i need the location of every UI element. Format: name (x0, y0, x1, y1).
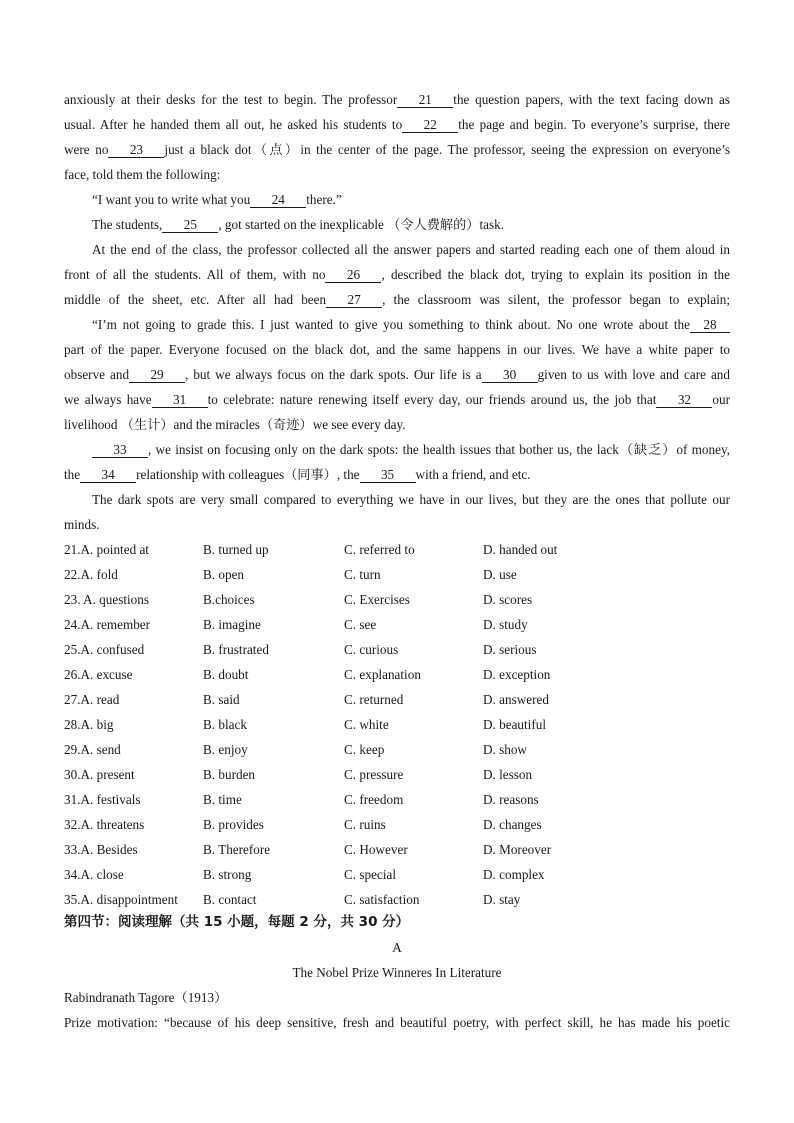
option-c[interactable]: C. explanation (344, 667, 421, 682)
option-d[interactable]: D. exception (483, 667, 551, 682)
option-a[interactable]: 32.A. threatens (64, 817, 145, 832)
option-a[interactable]: 30.A. present (64, 767, 135, 782)
option-d[interactable]: D. changes (483, 817, 542, 832)
section-heading: 第四节：阅读理解（共 15 小题，每题 2 分，共 30 分） (64, 914, 410, 930)
option-b[interactable]: B. burden (203, 767, 256, 782)
option-c[interactable]: C. keep (344, 742, 385, 757)
option-a[interactable]: 34.A. close (64, 867, 124, 882)
answer-blank[interactable]: 26 (325, 267, 381, 283)
passage-line: observe and 29 , but we always focus on the dark spots. Our life is a 30 given to us with love and care and (64, 367, 730, 382)
option-b[interactable]: B. said (203, 692, 240, 707)
passage-line: “I’m not going to grade this. I just wanted to give you something to think about. No one wrote about the 28 (92, 312, 730, 337)
option-c[interactable]: C. special (344, 867, 397, 882)
option-a[interactable]: 23. A. questions (64, 592, 149, 607)
passage-line: anxiously at their desks for the test to begin. The professor 21 the question papers, with the text facing down as (64, 92, 730, 107)
answer-blank[interactable]: 33 (92, 442, 148, 458)
option-d[interactable]: D. beautiful (483, 717, 546, 732)
option-c[interactable]: C. white (344, 717, 389, 732)
option-c[interactable]: C. However (344, 842, 408, 857)
option-c[interactable]: C. Exercises (344, 592, 410, 607)
passage-line: The dark spots are very small compared to everything we have in our lives, but they are the ones that pollute our (92, 492, 730, 507)
option-d[interactable]: D. study (483, 617, 528, 632)
option-b[interactable]: B.choices (203, 592, 255, 607)
option-c[interactable]: C. returned (344, 692, 404, 707)
option-c[interactable]: C. curious (344, 642, 399, 657)
option-b[interactable]: B. Therefore (203, 842, 271, 857)
option-d[interactable]: D. answered (483, 692, 549, 707)
option-b[interactable]: B. frustrated (203, 642, 269, 657)
option-d[interactable]: D. serious (483, 642, 537, 657)
option-d[interactable]: D. lesson (483, 767, 533, 782)
option-d[interactable]: D. reasons (483, 792, 539, 807)
answer-blank[interactable]: 32 (656, 392, 712, 408)
option-d[interactable]: D. use (483, 567, 517, 582)
passage-line: face, told them the following: (64, 167, 221, 182)
option-b[interactable]: B. strong (203, 867, 252, 882)
passage-line: we always have 31 to celebrate: nature renewing itself every day, our friends around us, the job that 32 our (64, 392, 730, 407)
answer-blank[interactable]: 22 (402, 117, 458, 133)
option-d[interactable]: D. stay (483, 892, 521, 907)
part-label: A (392, 940, 402, 955)
passage-line: 33 , we insist on focusing only on the dark spots: the health issues that bother us, the lack（缺乏）of money, (92, 437, 730, 462)
option-b[interactable]: B. turned up (203, 542, 269, 557)
passage-line: middle of the sheet, etc. After all had been 27 , the classroom was silent, the professor began to explain; (64, 292, 730, 307)
passage-line: At the end of the class, the professor collected all the answer papers and started reading each one of them aloud in (92, 242, 730, 257)
option-d[interactable]: D. complex (483, 867, 545, 882)
answer-blank[interactable]: 34 (80, 467, 136, 483)
option-a[interactable]: 25.A. confused (64, 642, 145, 657)
option-b[interactable]: B. time (203, 792, 242, 807)
passage-line: front of all the students. All of them, with no 26 , described the black dot, trying to explain its position in the (64, 267, 730, 282)
option-b[interactable]: B. open (203, 567, 245, 582)
option-a[interactable]: 28.A. big (64, 717, 114, 732)
answer-blank[interactable]: 31 (152, 392, 208, 408)
passage-line: were no 23 just a black dot（点）in the center of the page. The professor, seeing the expression on everyone’s (64, 142, 730, 157)
prize-motivation: Prize motivation: “because of his deep sensitive, fresh and beautiful poetry, with perfect skill, he has made his poetic (64, 1015, 730, 1030)
option-b[interactable]: B. black (203, 717, 247, 732)
option-a[interactable]: 26.A. excuse (64, 667, 133, 682)
answer-blank[interactable]: 24 (250, 192, 306, 208)
answer-blank[interactable]: 29 (129, 367, 185, 383)
option-c[interactable]: C. pressure (344, 767, 404, 782)
option-a[interactable]: 35.A. disappointment (64, 892, 178, 907)
option-b[interactable]: B. contact (203, 892, 257, 907)
option-b[interactable]: B. doubt (203, 667, 249, 682)
option-c[interactable]: C. freedom (344, 792, 404, 807)
passage-line: “I want you to write what you 24 there.” (92, 192, 342, 207)
option-a[interactable]: 24.A. remember (64, 617, 151, 632)
passage-line: the 34 relationship with colleagues（同事）, the 35 with a friend, and etc. (64, 467, 531, 482)
option-d[interactable]: D. show (483, 742, 527, 757)
answer-blank[interactable]: 21 (397, 92, 453, 108)
option-b[interactable]: B. imagine (203, 617, 261, 632)
passage-line: usual. After he handed them all out, he asked his students to 22 the page and begin. To everyone’s surprise, there (64, 117, 730, 132)
option-b[interactable]: B. provides (203, 817, 264, 832)
option-c[interactable]: C. turn (344, 567, 381, 582)
option-a[interactable]: 29.A. send (64, 742, 121, 757)
passage-line: part of the paper. Everyone focused on the black dot, and the same happens in our lives. We have a white paper to (64, 342, 730, 357)
answer-blank[interactable]: 28 (690, 317, 730, 333)
answer-blank[interactable]: 25 (162, 217, 218, 233)
option-d[interactable]: D. scores (483, 592, 533, 607)
answer-blank[interactable]: 30 (482, 367, 538, 383)
answer-blank[interactable]: 27 (326, 292, 382, 308)
article-title: The Nobel Prize Winneres In Literature (292, 965, 502, 980)
option-c[interactable]: C. referred to (344, 542, 415, 557)
option-a[interactable]: 27.A. read (64, 692, 120, 707)
passage-line: The students, 25 , got started on the inexplicable （令人费解的）task. (92, 217, 505, 232)
option-d[interactable]: D. handed out (483, 542, 558, 557)
option-a[interactable]: 21.A. pointed at (64, 542, 149, 557)
option-a[interactable]: 31.A. festivals (64, 792, 141, 807)
option-c[interactable]: C. ruins (344, 817, 386, 832)
option-a[interactable]: 22.A. fold (64, 567, 118, 582)
option-b[interactable]: B. enjoy (203, 742, 248, 757)
option-d[interactable]: D. Moreover (483, 842, 552, 857)
option-c[interactable]: C. satisfaction (344, 892, 420, 907)
passage-line: minds. (64, 517, 100, 532)
answer-blank[interactable]: 23 (108, 142, 164, 158)
author-line: Rabindranath Tagore（1913） (64, 990, 228, 1005)
option-a[interactable]: 33.A. Besides (64, 842, 138, 857)
option-c[interactable]: C. see (344, 617, 377, 632)
passage-line: livelihood （生计）and the miracles（奇迹）we see every day. (64, 417, 406, 432)
answer-blank[interactable]: 35 (360, 467, 416, 483)
